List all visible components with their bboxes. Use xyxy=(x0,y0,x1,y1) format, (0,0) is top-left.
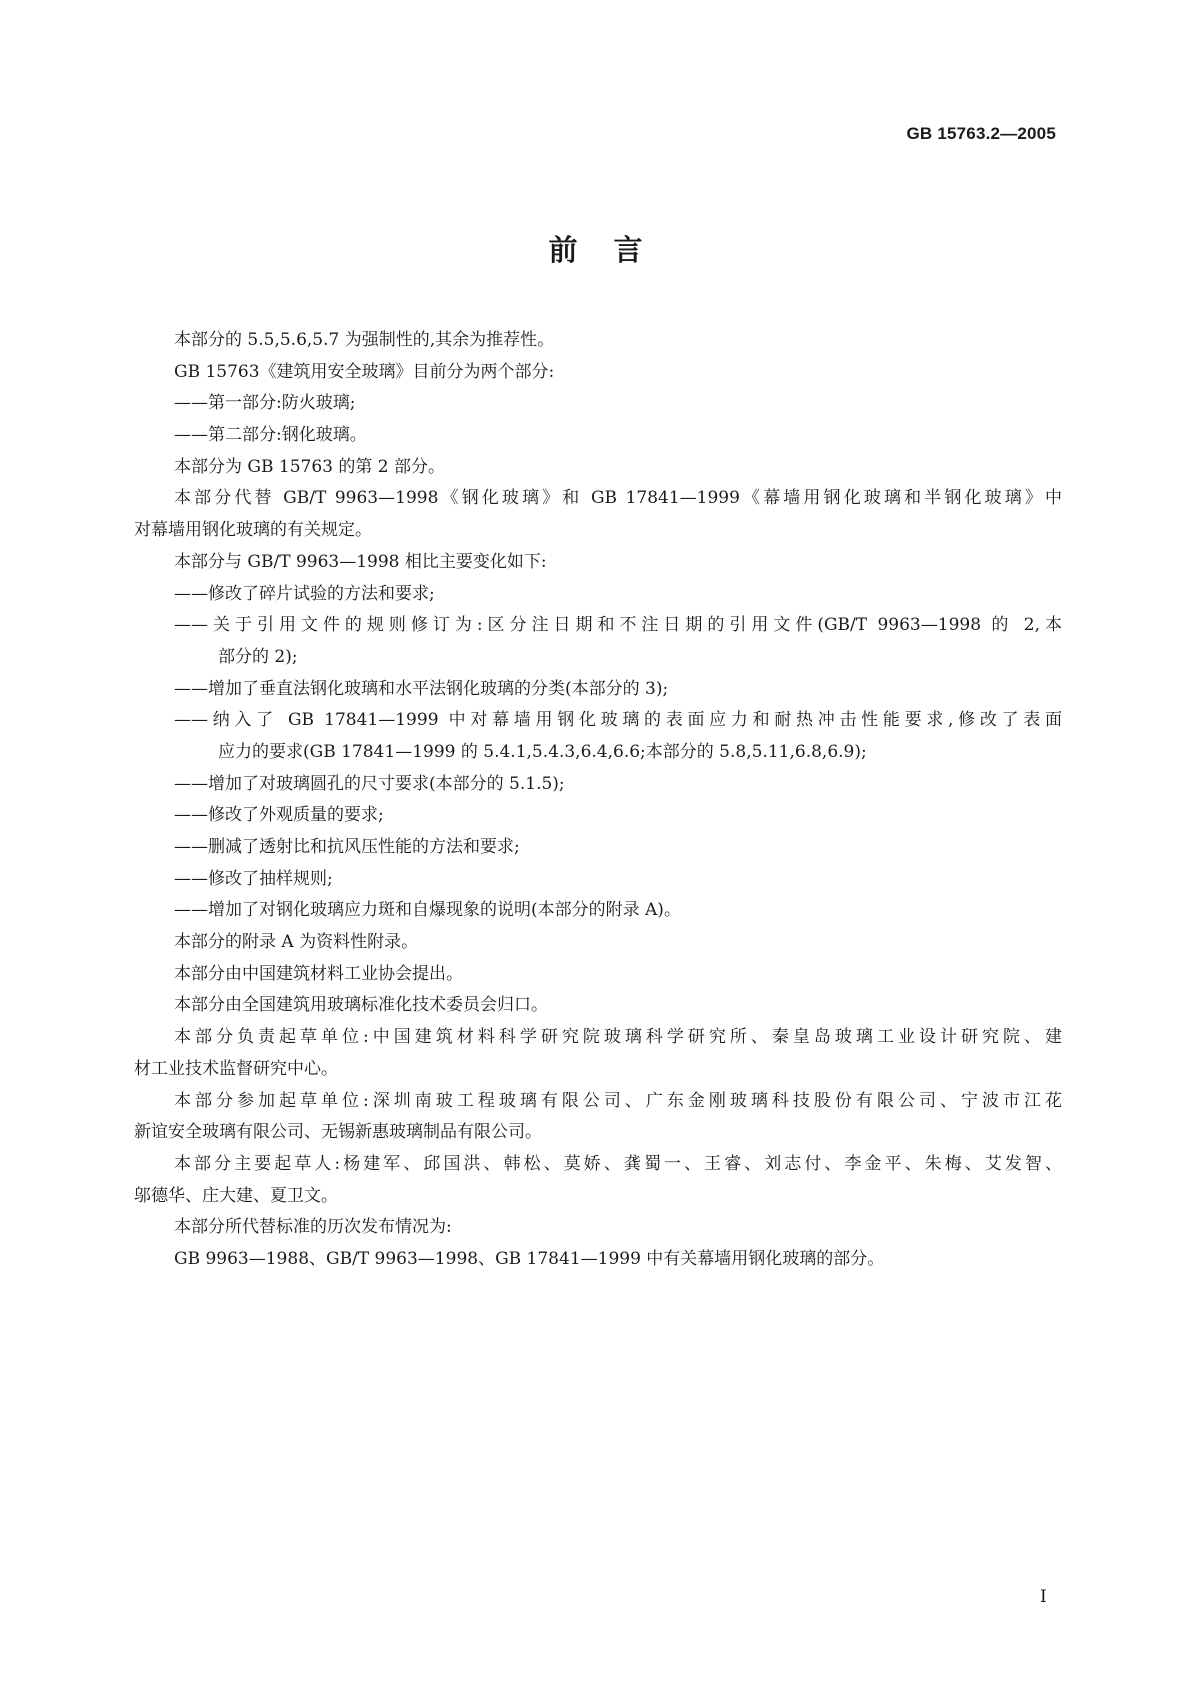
list-item-change-cont: 部分的 2); xyxy=(218,646,298,667)
paragraph-parts-intro: GB 15763《建筑用安全玻璃》目前分为两个部分: xyxy=(174,361,555,382)
paragraph-replaces: 本部分代替 GB/T 9963—1998《钢化玻璃》和 GB 17841—1999《幕墙用钢化玻璃和半钢化玻璃》中 xyxy=(174,488,1062,509)
paragraph-mandatory-clauses: 本部分的 5.5,5.6,5.7 为强制性的,其余为推荐性。 xyxy=(174,330,555,350)
list-item-part-1: ——第一部分:防火玻璃; xyxy=(174,393,356,414)
page-number: I xyxy=(1040,1587,1047,1607)
paragraph-part-number: 本部分为 GB 15763 的第 2 部分。 xyxy=(174,456,445,477)
list-item-change: ——关于引用文件的规则修订为:区分注日期和不注日期的引用文件(GB/T 9963—1998 的 2,本 xyxy=(174,615,1062,636)
standard-number: GB 15763.2—2005 xyxy=(906,124,1056,143)
foreword-body xyxy=(134,325,1062,1276)
paragraph-centralized-by: 本部分由全国建筑用玻璃标准化技术委员会归口。 xyxy=(174,995,548,1016)
paragraph-drafters-cont: 邬德华、庄大建、夏卫文。 xyxy=(134,1185,338,1206)
paragraph-history-intro: 本部分所代替标准的历次发布情况为: xyxy=(174,1217,452,1238)
list-item-change: ——增加了对钢化玻璃应力斑和自爆现象的说明(本部分的附录 A)。 xyxy=(174,900,681,921)
list-item-change: ——增加了垂直法钢化玻璃和水平法钢化玻璃的分类(本部分的 3); xyxy=(174,678,669,699)
list-item-change: ——修改了碎片试验的方法和要求; xyxy=(174,583,435,604)
paragraph-annex: 本部分的附录 A 为资料性附录。 xyxy=(174,932,419,953)
paragraph-participating-units: 本部分参加起草单位:深圳南玻工程玻璃有限公司、广东金刚玻璃科技股份有限公司、宁波市江花 xyxy=(174,1090,1062,1111)
paragraph-participating-units-cont: 新谊安全玻璃有限公司、无锡新惠玻璃制品有限公司。 xyxy=(134,1122,542,1143)
paragraph-drafting-units: 本部分负责起草单位:中国建筑材料科学研究院玻璃科学研究所、秦皇岛玻璃工业设计研究院、建 xyxy=(174,1027,1062,1048)
list-item-change: ——删减了透射比和抗风压性能的方法和要求; xyxy=(174,837,520,857)
paragraph-drafting-units-cont: 材工业技术监督研究中心。 xyxy=(134,1058,338,1079)
paragraph-drafters: 本部分主要起草人:杨建军、邱国洪、韩松、莫娇、龚蜀一、王睿、刘志付、李金平、朱梅、艾发智、 xyxy=(174,1153,1062,1174)
list-item-change: ——纳入了 GB 17841—1999 中对幕墙用钢化玻璃的表面应力和耐热冲击性能要求,修改了表面 xyxy=(174,710,1062,731)
paragraph-proposed-by: 本部分由中国建筑材料工业协会提出。 xyxy=(174,963,463,984)
paragraph-replaces-cont: 对幕墙用钢化玻璃的有关规定。 xyxy=(134,520,372,541)
list-item-change: ——修改了抽样规则; xyxy=(174,868,333,889)
list-item-part-2: ——第二部分:钢化玻璃。 xyxy=(174,425,367,446)
paragraph-history: GB 9963—1988、GB/T 9963—1998、GB 17841—1999 中有关幕墙用钢化玻璃的部分。 xyxy=(174,1248,885,1269)
paragraph-changes-intro: 本部分与 GB/T 9963—1998 相比主要变化如下: xyxy=(174,551,547,572)
list-item-change: ——增加了对玻璃圆孔的尺寸要求(本部分的 5.1.5); xyxy=(174,773,565,794)
page-title: 前言 xyxy=(548,233,679,267)
list-item-change: ——修改了外观质量的要求; xyxy=(174,805,384,826)
list-item-change-cont: 应力的要求(GB 17841—1999 的 5.4.1,5.4.3,6.4,6.6;本部分的 5.8,5.11,6.8,6.9); xyxy=(218,741,867,762)
